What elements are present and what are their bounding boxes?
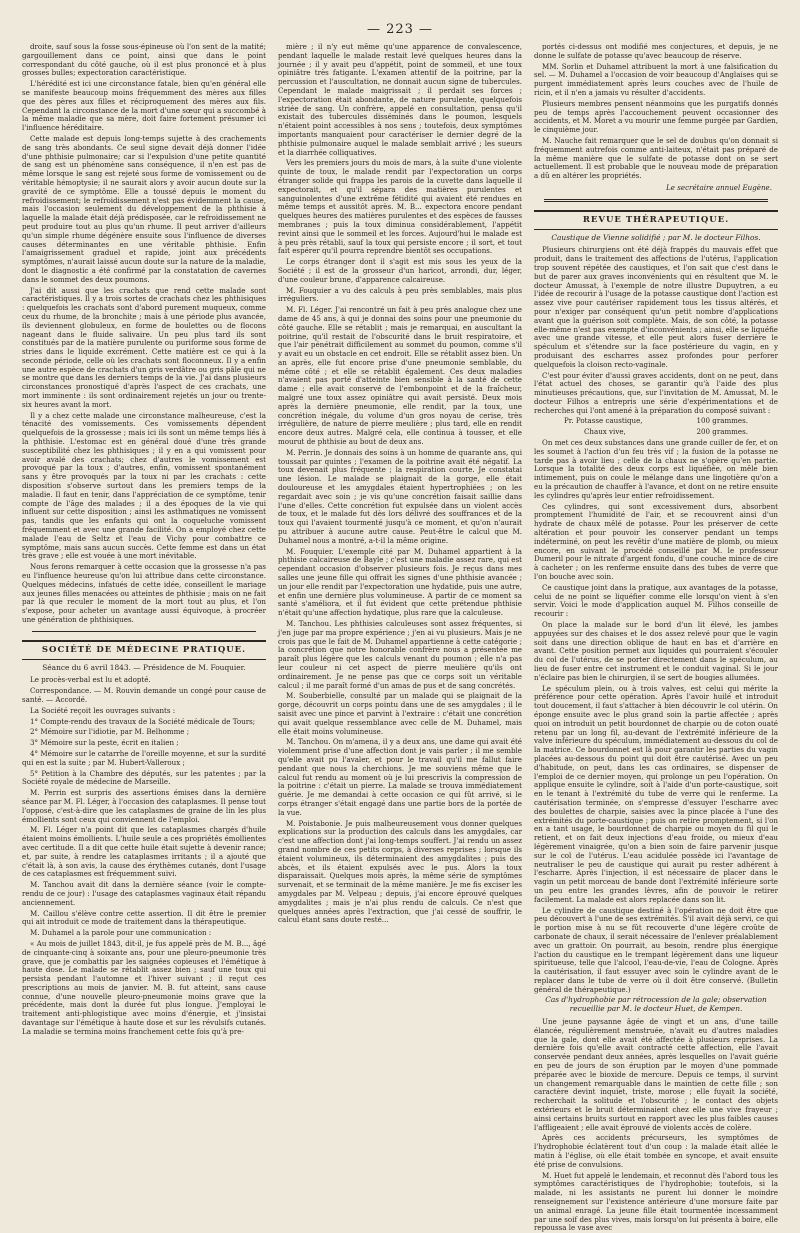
- paragraph: Ces cylindres, qui sont excessivement durs, absorbent promptement l'humidité de l'air, et se recouvrent ainsi d'un hydrate de chaux mêlé de potasse. Pour les préserver de cette altération et pour pouvoir les conserver pendant un temps indéterminé, on peut les revêtir d'une matière de plomb, ou mieux encore, en suivant le procédé conseillé par M. le professeur Dumeril pour le nitrate d'argent fondu, d'une couche mince de cire à cacheter ; on les renferme ensuite dans des tubes de verre que l'on bouche avec soin.: [534, 501, 778, 582]
- paragraph: M. Souberbielle, consulté par un malade qui se plaignait de la gorge, découvrit un corps pointu dans une de ses amygdales ; il le saisit avec une pince et parvint à l'extraire : c'était une concrétion qui avait quelque ressemblance avec celle de M. Duhamel, mais elle était moins volumineuse.: [278, 691, 522, 736]
- article-title: Cas d'hydrophobie par rétrocession de la gale; observation recueillie par M. le docteur Huet, de Kempen.: [545, 995, 767, 1014]
- paragraph: portés ci-dessus ont modifié mes conjectures, et depuis, je ne donne le sulfate de potasse qu'avec beaucoup de réserve.: [534, 42, 778, 60]
- section-divider: [32, 631, 256, 632]
- paragraph: M. Fouquier a vu des calculs à peu près semblables, mais plus irréguliers.: [278, 285, 522, 304]
- paragraph: Après ces accidents précurseurs, les symptômes de l'hydrophobie éclatèrent tout d'un coup : la malade était allée le matin à l'église, où elle était tombée en syncope, et avait ensuite été prise de convulsions.: [534, 1133, 778, 1169]
- paragraph: M. Tanchou. Les phthisies calculeuses sont assez fréquentes, si j'en juge par ma propre expérience ; j'en ai vu plusieurs. Mais je ne crois pas que le fait de M. Duhamel appartienne à cette catégorie ; la concrétion que notre honorable confrère nous a présentée me paraît plus légère que les calculs venant du poumon ; elle n'a pas leur couleur ni cet aspect de pierre meulière qu'ils ont ordinairement. Je ne pense pas que ce corps soit un véritable calcul ; il me paraît formé d'un amas de pus et de sang concrétés.: [278, 619, 522, 690]
- paragraph: Il y a chez cette malade une circonstance malheureuse, c'est la ténacité des vomissements. Ces vomissements dépendent quelquefois de la grossesse ; mais ici ils sont un même temps liés à la phthisie. L'estomac est en général doué d'une très grande susceptibilité chez les phthisiques ; il y en a qui vomissent pour avoir avalé des crachats; chez d'autres le vomissement est provoqué par la toux ; d'autres, enfin, vomissent spontanément sans y être provoqués par la toux ni par les crachats : cette disposition s'observe surtout dans les premiers temps de la maladie. Il faut en tenir, dans l'appréciation de ce symptôme, tenir compte de l'âge des malades ; il a des époques de la vie qui influent sur cette disposition ; ainsi les asthmatiques ne vomissent pas, tandis que les enfants qui ont la coqueluche vomissent fréquemment et avec une grande facilité. On a employé chez cette malade l'eau de Seltz et l'eau de Vichy pour combattre ce symptôme, mais sans aucun succès. Cette femme est dans un état très grave ; elle est vouée à une mort inévitable.: [22, 410, 266, 561]
- paragraph: « Au mois de juillet 1843, dit-il, je fus appelé près de M. B..., âgé de cinquante-cinq à soixante ans, pour une pleuro-pneumonie très grave, que je combattis par les saignées copieuses et l'émétique à haute dose. Le malade se rétablit assez bien ; sauf une toux qui persista pendant l'automne et l'hiver suivant ; il reçut ces prescriptions au mois de janvier. M. B. fut atteint, sans cause connue, d'une nouvelle pleuro-pneumonie moins grave que la précédente, mais dont la durée fut plus longue. J'employai le traitement anti-phlogistique avec moins d'énergie, et j'insistai davantage sur l'émétique à haute dose et sur les révulsifs cutanés. La maladie se termina moins franchement cette fois qu'à pre-: [22, 938, 266, 1036]
- section-heading-revue: REVUE THÉRAPEUTIQUE.: [534, 210, 778, 230]
- paragraph: Ce caustique joint dans la pratique, aux avantages de la potasse, celui de ne point se liquéfier comme elle lorsqu'on vient à s'en servir. Voici le mode d'application auquel M. Filhos conseille de recourir :: [534, 582, 778, 619]
- formula-amount: 100 grammes.: [696, 416, 748, 426]
- paragraph: M. Poistabonie. Je puis malheureusement vous donner quelques explications sur la production des calculs dans les amygdales, car c'est une affection dont j'ai long-temps souffert. J'ai rendu un assez grand nombre de ces petits corps, à diverses reprises ; lorsque ils étaient volumineux, ils déterminaient des amygdalites ; puis des abcès, et ils étaient expulsés avec le pus. Alors la toux disparaissait. Quelques mois après, la même série de symptômes survenait, et se terminait de la même manière. Je me fis exciser les amygdales par M. Velpeau ; depuis, j'ai encore éprouvé quelques amygdalites ; mais je n'ai plus rendu de calculs. Ce n'est que quelques années après l'extraction, que j'ai cessé de souffrir, le calcul étant sans doute resté...: [278, 818, 522, 925]
- column-2: [278, 43, 522, 1143]
- paragraph: Plusieurs chirurgiens ont été déjà frappés du mauvais effet que produit, dans le traitement des affections de l'utérus, l'application trop souvent répétée des caustiques, et l'on sait que c'est dans le but de parer aux graves inconvénients qui en résultent que M. le docteur Amussat, à l'exemple de notre illustre Dupuytren, a eu l'idée de recourir à l'usage de la potasse caustique dont l'action est assez vive pour cautériser rapidement tous les tissus altérés, et pour n'exiger par conséquent qu'un petit nombre d'applications avant que la guérison soit complète. Mais, de son côté, la potasse elle-même n'est pas exempte d'inconvénients ; ainsi, elle se liquéfie avec une grande vitesse, et elle peut alors fuser derrière le spéculum et s'étendre sur la face postérieure du vagin, en y produisant des escharres assez profondes pour perforer quelquefois la cloison recto-vaginale.: [534, 245, 778, 369]
- paragraph: M. Fl. Léger n'a point dit que les cataplasmes chargés d'huile étaient moins émollients. L'huile seule a ces propriétés émollientes avec certitude. Il a dit que cette huile était sujette à devenir rance; et, par suite, à rendre les cataplasmes irritants ; il a ajouté que c'était là, à son avis, la cause des érythèmes cutanés, dont l'usage de ces cataplasmes est fréquemment suivi.: [22, 825, 266, 879]
- paragraph: On place la malade sur le bord d'un lit élevé, les jambes appuyées sur des chaises et le dos assez relevé pour que le vagin soit dans une direction oblique de haut en bas et d'arrière en avant. Cette position permet aux liquides qui pourraient s'écouler du col de l'utérus, de se porter directement dans le spéculum, au lieu de fuser entre cet instrument et le conduit vaginal. Si le jour n'éclaire pas bien le chirurgien, il se sert de bougies allumées.: [534, 620, 778, 682]
- seance-subheading: Séance du 6 avril 1843. — Présidence de M. Fouquier.: [42, 662, 246, 672]
- paragraph: J'ai dit aussi que les crachats que rend cette malade sont caractéristiques. Il y a trois sortes de crachats chez les phthisiques : quelquefois les crachats sont d'abord purement muqueux, comme ceux du rhume, de la bronchite ; mais à une période plus avancée, ils deviennent globuleux, en forme de boulettes ou de flocons nageant dans le fluide salivaire. Un peu plus tard ils sont constitués par de la matière purulente ou puriforme sous forme de stries dans le liquide excrément. Cette matière est ce qui à la seconde période, celle où les crachats sont floconneux. Il y a enfin une autre espèce de crachats d'un gris verdâtre ou gris pâle qui ne se montre que dans les derniers temps de la vie. J'ai dans plusieurs circonstances pronostiqué d'après l'aspect de ces crachats, une mort imminente : ils sont ordinairement rejetés un jour ou trente-six heures avant la mort.: [22, 285, 266, 409]
- list-item: 2° Mémoire sur l'idiotie, par M. Belhomme ;: [30, 727, 190, 737]
- section-divider: [544, 199, 768, 202]
- columns: [22, 42, 778, 1233]
- paragraph: M. Perrin. Je donnais des soins à un homme de quarante ans, qui toussait par quintes ; l'examen de la poitrine avait été négatif. La toux devenait plus fréquente ; la respiration courte. Je constatai une lésion. Le malade se plaignait de la gorge, elle était douloureuse et les amygdales étaient hypertrophiées ; on les regardait avec soin ; je vis qu'une concrétion faisait saillie dans l'une d'elles. Cette concrétion fut expulsée dans un violent accès de toux, et le malade fut dès lors délivré des souffrances et de la toux qui l'avaient tourmenté jusqu'à ce moment, et qu'on n'aurait pu attribuer à aucune autre cause. Peut-être le calcul que M. Duhamel nous a montré, a-t-il la même origine.: [278, 447, 522, 545]
- paragraph: M. Fl. Léger. J'ai rencontré un fait à peu près analogue chez une dame de 45 ans, à qui je donnai des soins pour une pneumonie du côté gauche. Elle se rétablit ; mais je remarquai, en auscultant la poitrine, qu'il restait de l'obscurité dans le bruit respiratoire, et que l'air pénétrait difficilement au sommet du poumon, comme s'il y avait eu un obstacle en cet endroit. Elle se rétablit assez bien. Un an après, elle fut encore prise d'une pneumonie semblable, du même côté ; et elle se rétablit également. Ces deux maladies n'avaient pas porté d'atteinte bien sensible à la santé de cette dame ; elle avait conservé de l'embonpoint et de la fraîcheur, malgré une toux assez opiniâtre qui avait persisté. Deux mois après la dernière pneumonie, elle rendit, par la toux, une concrétion inégale, du volume d'un gros noyau de cerise, très irrégulière, de nature de pierre meulière ; plus tard, elle en rendit encore deux autres. Malgré cela, elle continua à tousser, et elle mourut de phthisie au bout de deux ans.: [278, 305, 522, 447]
- formula-line: [534, 428, 778, 437]
- paragraph: MM. Sorlin et Duhamel attribuent la mort à une falsification du sel. — M. Duhamel a l'occasion de voir beaucoup d'Anglaises qui se purgent immédiatement après leurs couches avec de l'huile de ricin, et il n'en a jamais vu résulter d'accidents.: [534, 61, 778, 97]
- list-item: 4° Mémoire sur le catarrhe de l'oreille moyenne, et sur la surdité qui en est la suite ; par M. Hubert-Valleroux ;: [22, 748, 266, 767]
- formula-ingredient: Pr. Potasse caustique,: [564, 416, 643, 426]
- seance-minutes: [22, 676, 266, 1036]
- list-item: 5° Petition à la Chambre des députés, sur les patentes ; par la Société royale de médecine de Marseille.: [22, 768, 266, 787]
- list-item: 3° Mémoire sur la peste, écrit en italien ;: [30, 738, 179, 748]
- paragraph: L'hérédité est ici une circonstance fatale, bien qu'en général elle se manifeste beaucoup moins fréquemment des mères aux filles que des pères aux filles et réciproquement des mères aux fils. Cependant la circonstance de la mort d'une sœur qui a succombé à la même maladie que sa mère, doit faire fortement présumer ici l'influence héréditaire.: [22, 79, 266, 133]
- article-subheading: [534, 996, 778, 1014]
- paragraph: Vers les premiers jours du mois de mars, à la suite d'une violente quinte de toux, le malade rendit par l'expectoration un corps étranger solide qui frappa les parois de la cuvette dans laquelle il expectorait, et qu'il sépara des matières purulentes et sanguinolentes d'une extrême fétidité qui avaient été rendues en même temps et aussitôt après. M. B... expectora encore pendant quelques heures des matières purulentes et des espèces de fausses membranes ; puis la toux diminua considérablement, l'appétit revint ainsi que le sommeil et les forces. Aujourd'hui le malade est à peu près rétabli, sauf la toux qui persiste encore ; il sort, et tout fait espérer qu'il pourra reprendre bientôt ses occupations.: [278, 158, 522, 256]
- paragraph: Nous ferons remarquer à cette occasion que la grossesse n'a pas eu l'influence heureuse qu'on lui attribue dans cette circonstance. Quelques médecins, infatués de cette idée, conseillent le mariage aux jeunes filles menacées ou atteintes de phthisie ; mais on ne fait par là que reculer le moment de la mort tout au plus, et l'on s'expose, pour acheter un avantage aussi équivoque, à procréer une génération de phthisiques.: [22, 562, 266, 624]
- paragraph: Correspondance. — M. Rouvin demande un congé pour cause de santé. — Accordé.: [22, 686, 266, 704]
- paragraph: M. Tanchou. On m'amena, il y a deux ans, une dame qui avait été violemment prise d'une affection dont je vais parler ; il me semble qu'elle avait pu l'avaler, et pour le travail qu'il me fallut faire pendant que nous la cherchions. Je me souviens même que le calcul fut rendu au moment où je lui prescrivis la compression de la poitrine : c'était un pierre. La malade se trouva immédiatement guérie. Je me demandai à cette occasion ce qui fût arrivé, si le corps étranger s'était engagé dans une partie bors de la portée de la vue.: [278, 737, 522, 817]
- paragraph: Une jeune paysanne âgée de vingt et un ans, d'une taille élancée, régulièrement menstruée, n'avait eu d'autres maladies que la gale, dont elle avait été affectée à plusieurs reprises. La dernière fois qu'elle avait contracté cette affection, elle l'avait conservée pendant deux années, après lesquelles on l'avait guérie en peu de jours de son éruption par le moyen d'une pommade préparée avec le bioxide de mercure. Depuis ce temps, il survint un changement remarquable dans le maintien de cette fille ; son caractère devint inquiet, triste, morose ; elle fuyait la société, recherchait la solitude et l'obscurité ; le contact des objets extérieurs et le bruit déterminaient chez elle une vive frayeur ; ainsi certains bruits surtout en rapport avec les plus faibles causes l'affligeaient ; elle avait éprouvé de violents accès de colère.: [534, 1017, 778, 1132]
- paragraph: M. Huet fut appelé le lendemain, et reconnut dès l'abord tous les symptômes caractéristiques de l'hydrophobie; toutefois, si la malade, ni les assistants ne purent lui donner le moindre renseignement sur l'existence antérieure d'une morsure faite par un animal enragé. La jeune fille était tourmentée incessamment par une soif des plus vives, mais lorsqu'on lui présenta à boire, elle repoussa le vase avec: [534, 1170, 778, 1233]
- article-title: Caustique de Vienne solidifié ; par M. le docteur Filhos.: [551, 232, 761, 242]
- paragraph: On met ces deux substances dans une grande cuiller de fer, et on les soumet à l'action d'un feu très vif ; la fusion de la potasse ne tarde pas à avoir lieu ; celle de la chaux ne s'opère qu'en partie. Lorsque la totalité des deux corps est liquéfiée, on mêle bien intimement, puis on coule le mélange dans une lingotière qu'on a eu la précaution de chauffer à l'avance, et dont on ne retire ensuite les cylindres qu'après leur entier refroidissement.: [534, 438, 778, 500]
- formula-line: [534, 417, 778, 426]
- paragraph: Le corps étranger dont il s'agit est mis sous les yeux de la Société ; il est de la grosseur d'un haricot, arrondi, dur, léger, d'une couleur brune, d'apparence calcaireuse.: [278, 257, 522, 284]
- paragraph: M. Perrin est surpris des assertions émises dans la dernière séance par M. Fl. Léger, à l'occasion des cataplasmes. Il pense tout l'opposé, c'est-à-dire que les cataplasmes de graine de lin les plus émollients sont ceux qui conviennent de l'emploi.: [22, 788, 266, 824]
- section-heading-societe: SOCIÉTÉ DE MÉDECINE PRATIQUE.: [22, 640, 266, 660]
- formula-ingredient: Chaux vive,: [584, 427, 626, 437]
- list-item: 1° Compte-rendu des travaux de la Société médicale de Tours;: [30, 716, 256, 726]
- paragraph: droite, sauf sous la fosse sous-épineuse où l'on sent de la matité; gargouillement dans ce point, ainsi que dans le point correspondant du côté gauche, où il est plus prononcé et à plus grosses bulles; expectoration caractéristique.: [22, 42, 266, 78]
- column-1: [22, 43, 266, 1143]
- paragraph: Cette malade est depuis long-temps sujette à des crachements de sang très abondants. Ce seul signe devait déjà donner l'idée d'une phthisie pulmonaire; car si l'expulsion d'une petite quantité de sang est un phénomène sans conséquence, il n'en est pas de même lorsque le sang est rejeté sous forme de vomissement ou de véritable hémoptysie; il ne saurait alors y avoir aucun doute sur la gravité de ce symptôme. Elle a toussé depuis le moment du refroidissement; le refroidissement n'est pas évidemment la cause, mais l'occasion seulement du développement de la phthisie à laquelle la malade était déjà prédisposée, car le refroidissement ne peut produire tout au plus qu'un rhume. Il peut arriver d'ailleurs qu'un simple rhume dégénère ensuite sous l'influence de diverses causes déterminantes en une véritable phthisie. Enfin l'amaigrissement graduel et rapide, joint aux précédents symptômes, n'aurait laissé aucun doute sur la nature de la maladie, dont le diagnostic a été confirmé par la constatation de cavernes dans le sommet des deux poumons.: [22, 133, 266, 284]
- paragraph: La Société reçoit les ouvrages suivants :: [30, 705, 176, 715]
- paragraph: M. Caillou s'élève contre cette assertion. Il dit être le premier qui ait introduit ce mode de traitement dans la thérapeutique.: [22, 908, 266, 927]
- paragraph: M. Duhamel a la parole pour une communication :: [30, 928, 212, 938]
- paragraph: Le procès-verbal est lu et adopté.: [30, 675, 151, 685]
- paragraph: mière ; il n'y eut même qu'une apparence de convalescence, pendant laquelle le malade restait levé quelques heures dans la journée ; il y avait peu d'appétit, point de sommeil, et une toux opiniâtre très fatigante. L'examen attentif de la poitrine, par la percussion et l'auscultation, ne donnait aucun signe de tubercules. Cependant le malade maigrissait ; il perdait ses forces ; l'expectoration était abondante, de nature purulente, quelquefois striée de sang. Un confrère, appelé en consultation, pensa qu'il existait des tubercules disséminés dans le poumon, lesquels n'étaient point accessibles à nos sens ; toutefois, deux symptômes importants manquaient pour caractériser le dernier degré de la phthisie pulmonaire auquel le malade semblait arrivé ; les sueurs et la diarrhée colliquatives.: [278, 42, 522, 157]
- formula-amount: 200 grammes.: [696, 427, 748, 437]
- paragraph: Le cylindre de caustique destiné à l'opération ne doit être que peu découvert à l'une de ses extrémités. S'il avait déjà servi, ce qui le portion mise à nu se fût recouverte d'une légère croûte de carbonate de chaux, il serait nécessaire de l'enlever préalablement avec un grattoir. On pourrait, au besoin, rendre plus énergique l'action du caustique en le trempant légèrement dans une liqueur spiritueuse, telle que l'alcool, l'eau-de-vie, l'eau de Cologne. Après la cautérisation, il faut essuyer avec soin le cylindre avant de le replacer dans le tube de verre où il doit être conservé. (Bulletin général de thérapeutique.): [534, 905, 778, 994]
- page-number: — 223 —: [366, 22, 434, 37]
- paragraph: C'est pour éviter d'aussi graves accidents, dont on ne peut, dans l'état actuel des choses, se garantir qu'à l'aide des plus minutieuses précautions, que, sur l'invitation de M. Amussat, M. le docteur Filhos a entrepris une série d'expérimentations et de recherches qui l'ont amené à la préparation du composé suivant :: [534, 370, 778, 415]
- paragraph: Le spéculum plein, ou à trois valves, est celui qui mérite la préférence pour cette opération. Après l'avoir huilé et introduit tout doucement, il faut s'attacher à bien découvrir le col utérin. On éponge ensuite avec le plus grand soin la partie affectée ; après quoi on introduit un petit bourdonnet de charpie ou de coton ouaté retenu par un long fil, au-devant de l'extrémité inférieure de la valve inférieure du spéculum, immédiatement au-dessous du col de la matrice. Ce bourdonnet est là pour garantir les parties du vagin placées au-dessous du point qui doit être cautérisé. Avec un peu d'habitude, on peut, dans les cas ordinaires, se dispenser de l'emploi de ce dernier moyen, qui prolonge un peu l'opération. On applique ensuite le cylindre, soit à l'aide d'un porte-caustique, soit en le tenant à l'extrémité du tube de verre qui le renferme. La cautérisation terminée, on s'empresse d'essuyer l'escharre avec des boulettes de charpie, saisies avec la pince placée à l'une des extrémités du porte-caustique ; puis on retire promptement, si l'on en a tant usage, le bourdonnet de charpie ou moyen du fil qui le retient, et on fait deux injections d'eau froide, ou mieux d'eau légèrement vinaigrée, qu'on a bien soin de faire parvenir jusque sur le col de l'utérus. L'eau acidulée possède ici l'avantage de neutraliser le peu de caustique qui aurait pu rester adhérent à l'escharre. Après l'injection, il est nécessaire de placer dans le vagin un petit morceau de bande dont l'extrémité inférieure sorte un peu entre les grandes lèvres, afin de pouvoir le retirer facilement. La malade est alors replacée dans son lit.: [534, 683, 778, 904]
- secretary-signature: Le secrétaire annuel Eugène.: [666, 182, 772, 192]
- paragraph: M. Tanchou avait dit dans la dernière séance (voir le compte-rendu de ce jour) : l'usage des cataplasmes vaginaux était répandu anciennement.: [22, 880, 266, 907]
- paragraph: M. Nauche fait remarquer que le sel de doubus qu'on donnait si fréquemment autrefois comme anti-laiteux, n'était pas préparé de la même manière que le sulfate de potasse dont on se sert actuellement. Il est probable que le nouveau mode de préparation a dû en altérer les propriétés.: [534, 135, 778, 181]
- paragraph: Plusieurs membres pensent néanmoins que les purgatifs donnés peu de temps après l'accouchement peuvent occasionner des accidents, et M. Moret a vu mourir une femme purgée par Gardien, le cinquième jour.: [534, 98, 778, 135]
- paragraph: M. Fouquier. L'exemple cité par M. Duhamel appartient à la phthisie calcaireuse de Bayle ; c'est une maladie assez rare, qui est cependant occasion d'observer plusieurs fois. Je reçus dans mes salles une jeune fille qui offrait les signes d'une phthisie avancée ; un jour elle rendit par l'expectoration une hydatide, puis une autre, et enfin une dernière plus volumineuse. A partir de ce moment sa santé s'améliora, et il fut évident que cette prétendue phthisie n'était qu'une affection hydatique, plus rare que la calculeuse.: [278, 546, 522, 618]
- column-3: [534, 42, 778, 1233]
- case-discussion: [22, 43, 266, 625]
- article-subheading: [534, 234, 778, 243]
